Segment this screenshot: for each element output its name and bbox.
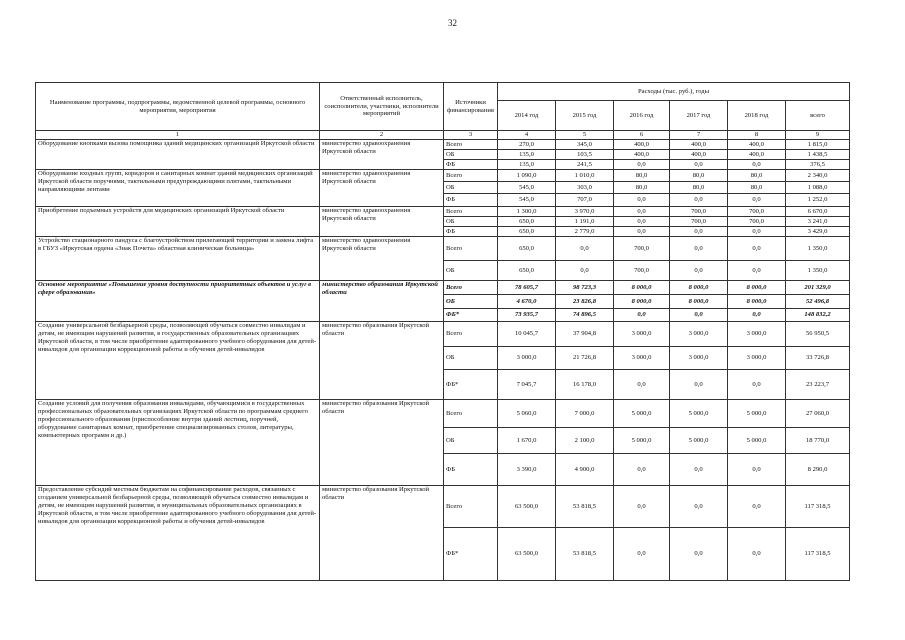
amount-cell: 0,0 (670, 454, 728, 486)
measure-name: Создание условий для получения образования инвалидами, обучающимися в государственных профессиональных образовательных организациях Иркутской области по программам среднего профессионального образования (приспособление внутри зданий лестниц, поручней, оборудование санитарных комнат, приобретение специализированных столов, литературы, компьютерных программ и др.) (36, 400, 320, 486)
amount-cell: 0,0 (728, 486, 786, 528)
header-executor: Ответственный исполнитель, соисполнители, участники, исполнители мероприятий (320, 83, 444, 131)
amount-cell: 8 000,0 (728, 295, 786, 309)
amount-cell: 5 060,0 (498, 400, 556, 428)
total-cell: 1 815,0 (786, 140, 850, 150)
amount-cell: 0,0 (556, 237, 614, 261)
amount-cell: 80,0 (670, 170, 728, 182)
amount-cell: 4 670,0 (498, 295, 556, 309)
funding-source: ФБ* (444, 370, 498, 400)
amount-cell: 0,0 (614, 309, 670, 322)
amount-cell: 53 818,5 (556, 486, 614, 528)
amount-cell: 23 826,8 (556, 295, 614, 309)
amount-cell: 7 000,0 (556, 400, 614, 428)
funding-source: ОБ (444, 428, 498, 454)
table-row (36, 140, 850, 150)
amount-cell: 0,0 (670, 370, 728, 400)
header-year: 2016 год (614, 101, 670, 131)
amount-cell: 0,0 (670, 309, 728, 322)
amount-cell: 0,0 (614, 370, 670, 400)
executor: министерство здравоохранения Иркутской области (320, 170, 444, 207)
table-row (36, 322, 850, 347)
total-cell: 117 318,5 (786, 486, 850, 528)
column-number: 9 (786, 131, 850, 140)
funding-source: Всего (444, 140, 498, 150)
funding-source: ФБ* (444, 528, 498, 581)
executor: министерство образования Иркутской области (320, 281, 444, 322)
amount-cell: 650,0 (498, 217, 556, 227)
total-cell: 3 241,0 (786, 217, 850, 227)
column-number: 5 (556, 131, 614, 140)
amount-cell: 0,0 (614, 227, 670, 237)
header-year: 2018 год (728, 101, 786, 131)
header-total: всего (786, 101, 850, 131)
amount-cell: 241,5 (556, 160, 614, 170)
total-cell: 23 223,7 (786, 370, 850, 400)
amount-cell: 2 100,0 (556, 428, 614, 454)
header-year: 2015 год (556, 101, 614, 131)
amount-cell: 8 000,0 (614, 281, 670, 295)
amount-cell: 0,0 (728, 370, 786, 400)
measure-name: Устройство стационарного пандуса с благоустройством прилегающей территории и замена лифта в ГБУЗ «Иркутская ордена «Знак Почета» областная клиническая больница» (36, 237, 320, 281)
total-cell: 1 350,0 (786, 237, 850, 261)
amount-cell: 700,0 (614, 237, 670, 261)
column-number: 1 (36, 131, 320, 140)
amount-cell: 545,0 (498, 194, 556, 207)
amount-cell: 37 904,8 (556, 322, 614, 347)
amount-cell: 707,0 (556, 194, 614, 207)
funding-source: Всего (444, 170, 498, 182)
amount-cell: 4 900,0 (556, 454, 614, 486)
amount-cell: 400,0 (670, 150, 728, 160)
measure-name: Оборудование кнопками вызова помощника зданий медицинских организаций Иркутской области (36, 140, 320, 170)
header-year: 2014 год (498, 101, 556, 131)
amount-cell: 0,0 (614, 160, 670, 170)
amount-cell: 0,0 (728, 309, 786, 322)
amount-cell: 0,0 (728, 160, 786, 170)
table-row (36, 207, 850, 217)
amount-cell: 80,0 (670, 182, 728, 194)
executor: министерство здравоохранения Иркутской области (320, 207, 444, 237)
funding-source: Всего (444, 281, 498, 295)
executor: министерство образования Иркутской области (320, 400, 444, 486)
amount-cell: 650,0 (498, 227, 556, 237)
amount-cell: 2 779,0 (556, 227, 614, 237)
amount-cell: 1 670,0 (498, 428, 556, 454)
funding-source: ОБ (444, 347, 498, 370)
amount-cell: 8 000,0 (728, 281, 786, 295)
amount-cell: 545,0 (498, 182, 556, 194)
amount-cell: 3 000,0 (728, 322, 786, 347)
executor: министерство образования Иркутской области (320, 322, 444, 400)
measure-name: Оборудование входных групп, коридоров и санитарных комнат зданий медицинских организаций Иркутской области поручнями, тактильными предупреждающими плитами, тактильными направляющими лентами (36, 170, 320, 207)
column-number: 4 (498, 131, 556, 140)
amount-cell: 400,0 (614, 150, 670, 160)
total-cell: 52 496,8 (786, 295, 850, 309)
amount-cell: 21 726,8 (556, 347, 614, 370)
funding-source: ОБ (444, 150, 498, 160)
amount-cell: 700,0 (614, 261, 670, 281)
expenses-table (35, 82, 850, 581)
total-cell: 8 290,0 (786, 454, 850, 486)
executor: министерство образования Иркутской области (320, 486, 444, 581)
table-row (36, 281, 850, 295)
funding-source: ОБ (444, 217, 498, 227)
amount-cell: 700,0 (728, 207, 786, 217)
amount-cell: 80,0 (614, 170, 670, 182)
amount-cell: 53 818,5 (556, 528, 614, 581)
measure-name: Основное мероприятие «Повышение уровня доступности приоритетных объектов и услуг в сфере образования» (36, 281, 320, 322)
amount-cell: 0,0 (670, 227, 728, 237)
amount-cell: 8 000,0 (670, 295, 728, 309)
amount-cell: 0,0 (670, 528, 728, 581)
funding-source: Всего (444, 322, 498, 347)
total-cell: 148 832,2 (786, 309, 850, 322)
amount-cell: 650,0 (498, 261, 556, 281)
measure-name: Приобретение подъемных устройств для медицинских организаций Иркутской области (36, 207, 320, 237)
amount-cell: 400,0 (614, 140, 670, 150)
amount-cell: 0,0 (728, 454, 786, 486)
amount-cell: 0,0 (728, 227, 786, 237)
header-expenses: Расходы (тыс. руб.), годы (498, 83, 850, 101)
column-number: 6 (614, 131, 670, 140)
amount-cell: 80,0 (728, 170, 786, 182)
funding-source: ФБ (444, 160, 498, 170)
amount-cell: 0,0 (728, 261, 786, 281)
table-row (36, 400, 850, 428)
amount-cell: 0,0 (670, 486, 728, 528)
amount-cell: 3 000,0 (498, 347, 556, 370)
amount-cell: 73 935,7 (498, 309, 556, 322)
amount-cell: 0,0 (614, 217, 670, 227)
amount-cell: 7 045,7 (498, 370, 556, 400)
funding-source: ФБ* (444, 309, 498, 322)
amount-cell: 3 000,0 (670, 347, 728, 370)
amount-cell: 3 390,0 (498, 454, 556, 486)
amount-cell: 5 000,0 (614, 428, 670, 454)
total-cell: 56 950,5 (786, 322, 850, 347)
total-cell: 117 318,5 (786, 528, 850, 581)
amount-cell: 10 045,7 (498, 322, 556, 347)
amount-cell: 8 000,0 (614, 295, 670, 309)
total-cell: 27 060,0 (786, 400, 850, 428)
amount-cell: 63 500,0 (498, 486, 556, 528)
header-year: 2017 год (670, 101, 728, 131)
total-cell: 2 340,0 (786, 170, 850, 182)
funding-source: Всего (444, 400, 498, 428)
amount-cell: 16 178,0 (556, 370, 614, 400)
amount-cell: 0,0 (728, 528, 786, 581)
total-cell: 1 252,0 (786, 194, 850, 207)
amount-cell: 63 500,0 (498, 528, 556, 581)
funding-source: ОБ (444, 182, 498, 194)
amount-cell: 1 010,0 (556, 170, 614, 182)
total-cell: 376,5 (786, 160, 850, 170)
total-cell: 201 329,0 (786, 281, 850, 295)
header-name: Наименование программы, подпрограммы, ведомственной целевой программы, основного мероприятия, мероприятия (36, 83, 320, 131)
column-number: 7 (670, 131, 728, 140)
amount-cell: 98 723,3 (556, 281, 614, 295)
amount-cell: 0,0 (728, 237, 786, 261)
amount-cell: 303,0 (556, 182, 614, 194)
amount-cell: 400,0 (728, 140, 786, 150)
amount-cell: 3 000,0 (614, 322, 670, 347)
amount-cell: 0,0 (670, 237, 728, 261)
amount-cell: 5 000,0 (614, 400, 670, 428)
funding-source: ОБ (444, 295, 498, 309)
funding-source: Всего (444, 486, 498, 528)
amount-cell: 8 000,0 (670, 281, 728, 295)
amount-cell: 0,0 (614, 528, 670, 581)
amount-cell: 103,5 (556, 150, 614, 160)
funding-source: ОБ (444, 261, 498, 281)
funding-source: Всего (444, 207, 498, 217)
amount-cell: 5 000,0 (670, 400, 728, 428)
amount-cell: 1 191,0 (556, 217, 614, 227)
amount-cell: 0,0 (670, 261, 728, 281)
amount-cell: 5 000,0 (728, 400, 786, 428)
amount-cell: 80,0 (614, 182, 670, 194)
amount-cell: 400,0 (670, 140, 728, 150)
amount-cell: 135,0 (498, 160, 556, 170)
amount-cell: 0,0 (556, 261, 614, 281)
amount-cell: 3 000,0 (670, 322, 728, 347)
funding-source: ФБ (444, 194, 498, 207)
total-cell: 18 770,0 (786, 428, 850, 454)
total-cell: 3 429,0 (786, 227, 850, 237)
amount-cell: 3 000,0 (728, 347, 786, 370)
amount-cell: 700,0 (670, 217, 728, 227)
amount-cell: 0,0 (670, 160, 728, 170)
total-cell: 1 088,0 (786, 182, 850, 194)
executor: министерство здравоохранения Иркутской области (320, 140, 444, 170)
amount-cell: 3 970,0 (556, 207, 614, 217)
amount-cell: 78 605,7 (498, 281, 556, 295)
amount-cell: 1 090,0 (498, 170, 556, 182)
amount-cell: 80,0 (728, 182, 786, 194)
total-cell: 6 670,0 (786, 207, 850, 217)
page-number: 32 (448, 18, 457, 28)
amount-cell: 700,0 (670, 207, 728, 217)
executor: министерство здравоохранения Иркутской области (320, 237, 444, 281)
amount-cell: 3 000,0 (614, 347, 670, 370)
amount-cell: 0,0 (614, 194, 670, 207)
column-numbers-row (36, 131, 850, 140)
funding-source: ФБ (444, 227, 498, 237)
amount-cell: 400,0 (728, 150, 786, 160)
funding-source: Всего (444, 237, 498, 261)
amount-cell: 0,0 (614, 207, 670, 217)
amount-cell: 0,0 (614, 486, 670, 528)
table-row (36, 170, 850, 182)
measure-name: Создание универсальной безбарьерной среды, позволяющей обучаться совместно инвалидам и детям, не имеющим нарушений развития, в государственных образовательных организациях Иркутской области, в том числе приобретение адаптированного учебного оборудования для детей-инвалидов для организации коррекционной работы и обучения детей-инвалидов (36, 322, 320, 400)
amount-cell: 270,0 (498, 140, 556, 150)
column-number: 2 (320, 131, 444, 140)
amount-cell: 1 300,0 (498, 207, 556, 217)
header-source: Источники финансирования (444, 83, 498, 131)
amount-cell: 5 000,0 (728, 428, 786, 454)
total-cell: 33 726,8 (786, 347, 850, 370)
amount-cell: 0,0 (670, 194, 728, 207)
table-row (36, 486, 850, 528)
amount-cell: 345,0 (556, 140, 614, 150)
table-row (36, 237, 850, 261)
funding-source: ФБ (444, 454, 498, 486)
amount-cell: 700,0 (728, 217, 786, 227)
amount-cell: 650,0 (498, 237, 556, 261)
column-number: 3 (444, 131, 498, 140)
total-cell: 1 438,5 (786, 150, 850, 160)
measure-name: Предоставление субсидий местным бюджетам на софинансирование расходов, связанных с созданием универсальной безбарьерной среды, позволяющей обучаться совместно инвалидам и детям, не имеющим нарушений развития, в муниципальных образовательных организациях в Иркутской области, в том числе приобретение адаптированного учебного оборудования для детей-инвалидов для организации коррекционной работы и обучения детей-инвалидов (36, 486, 320, 581)
amount-cell: 0,0 (614, 454, 670, 486)
total-cell: 1 350,0 (786, 261, 850, 281)
amount-cell: 5 000,0 (670, 428, 728, 454)
column-number: 8 (728, 131, 786, 140)
amount-cell: 74 896,5 (556, 309, 614, 322)
amount-cell: 135,0 (498, 150, 556, 160)
amount-cell: 0,0 (728, 194, 786, 207)
